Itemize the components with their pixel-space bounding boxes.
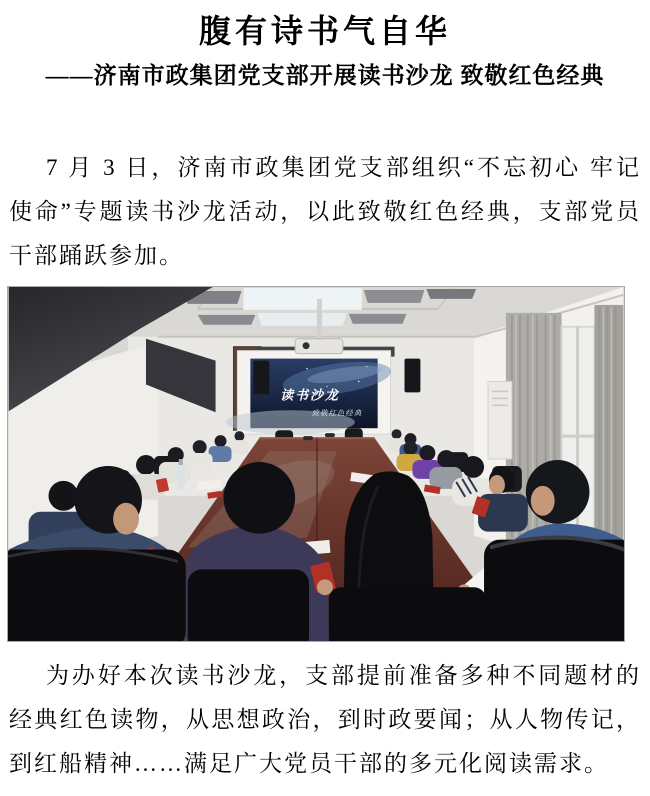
- meeting-room-photo: [7, 286, 625, 642]
- screen-subtitle-text: 致敬红色经典: [311, 408, 363, 418]
- article-subtitle: ——济南市政集团党支部开展读书沙龙 致敬红色经典: [45, 63, 605, 88]
- wall-cabinet: [488, 381, 512, 459]
- water-bottle: [177, 464, 185, 490]
- page-title: 腹有诗书气自华: [198, 13, 451, 49]
- paragraph-intro: 7 月 3 日，济南市政集团党支部组织“不忘初心 牢记使命”专题读书沙龙活动，以此致敬红色经典，支部党员干部踊跃参加。: [9, 155, 641, 268]
- speaker-right: [405, 359, 421, 393]
- projector-screen: [226, 347, 395, 435]
- paragraph-body: 为办好本次读书沙龙，支部提前准备多种不同题材的经典红色读物，从思想政治，到时政要闻；从人物传记，到红船精神……满足广大党员干部的多元化阅读需求。: [9, 663, 641, 776]
- screen-title-text: 读书沙龙: [280, 387, 340, 403]
- meeting-room-scene: [8, 287, 624, 641]
- speaker-left: [253, 361, 269, 395]
